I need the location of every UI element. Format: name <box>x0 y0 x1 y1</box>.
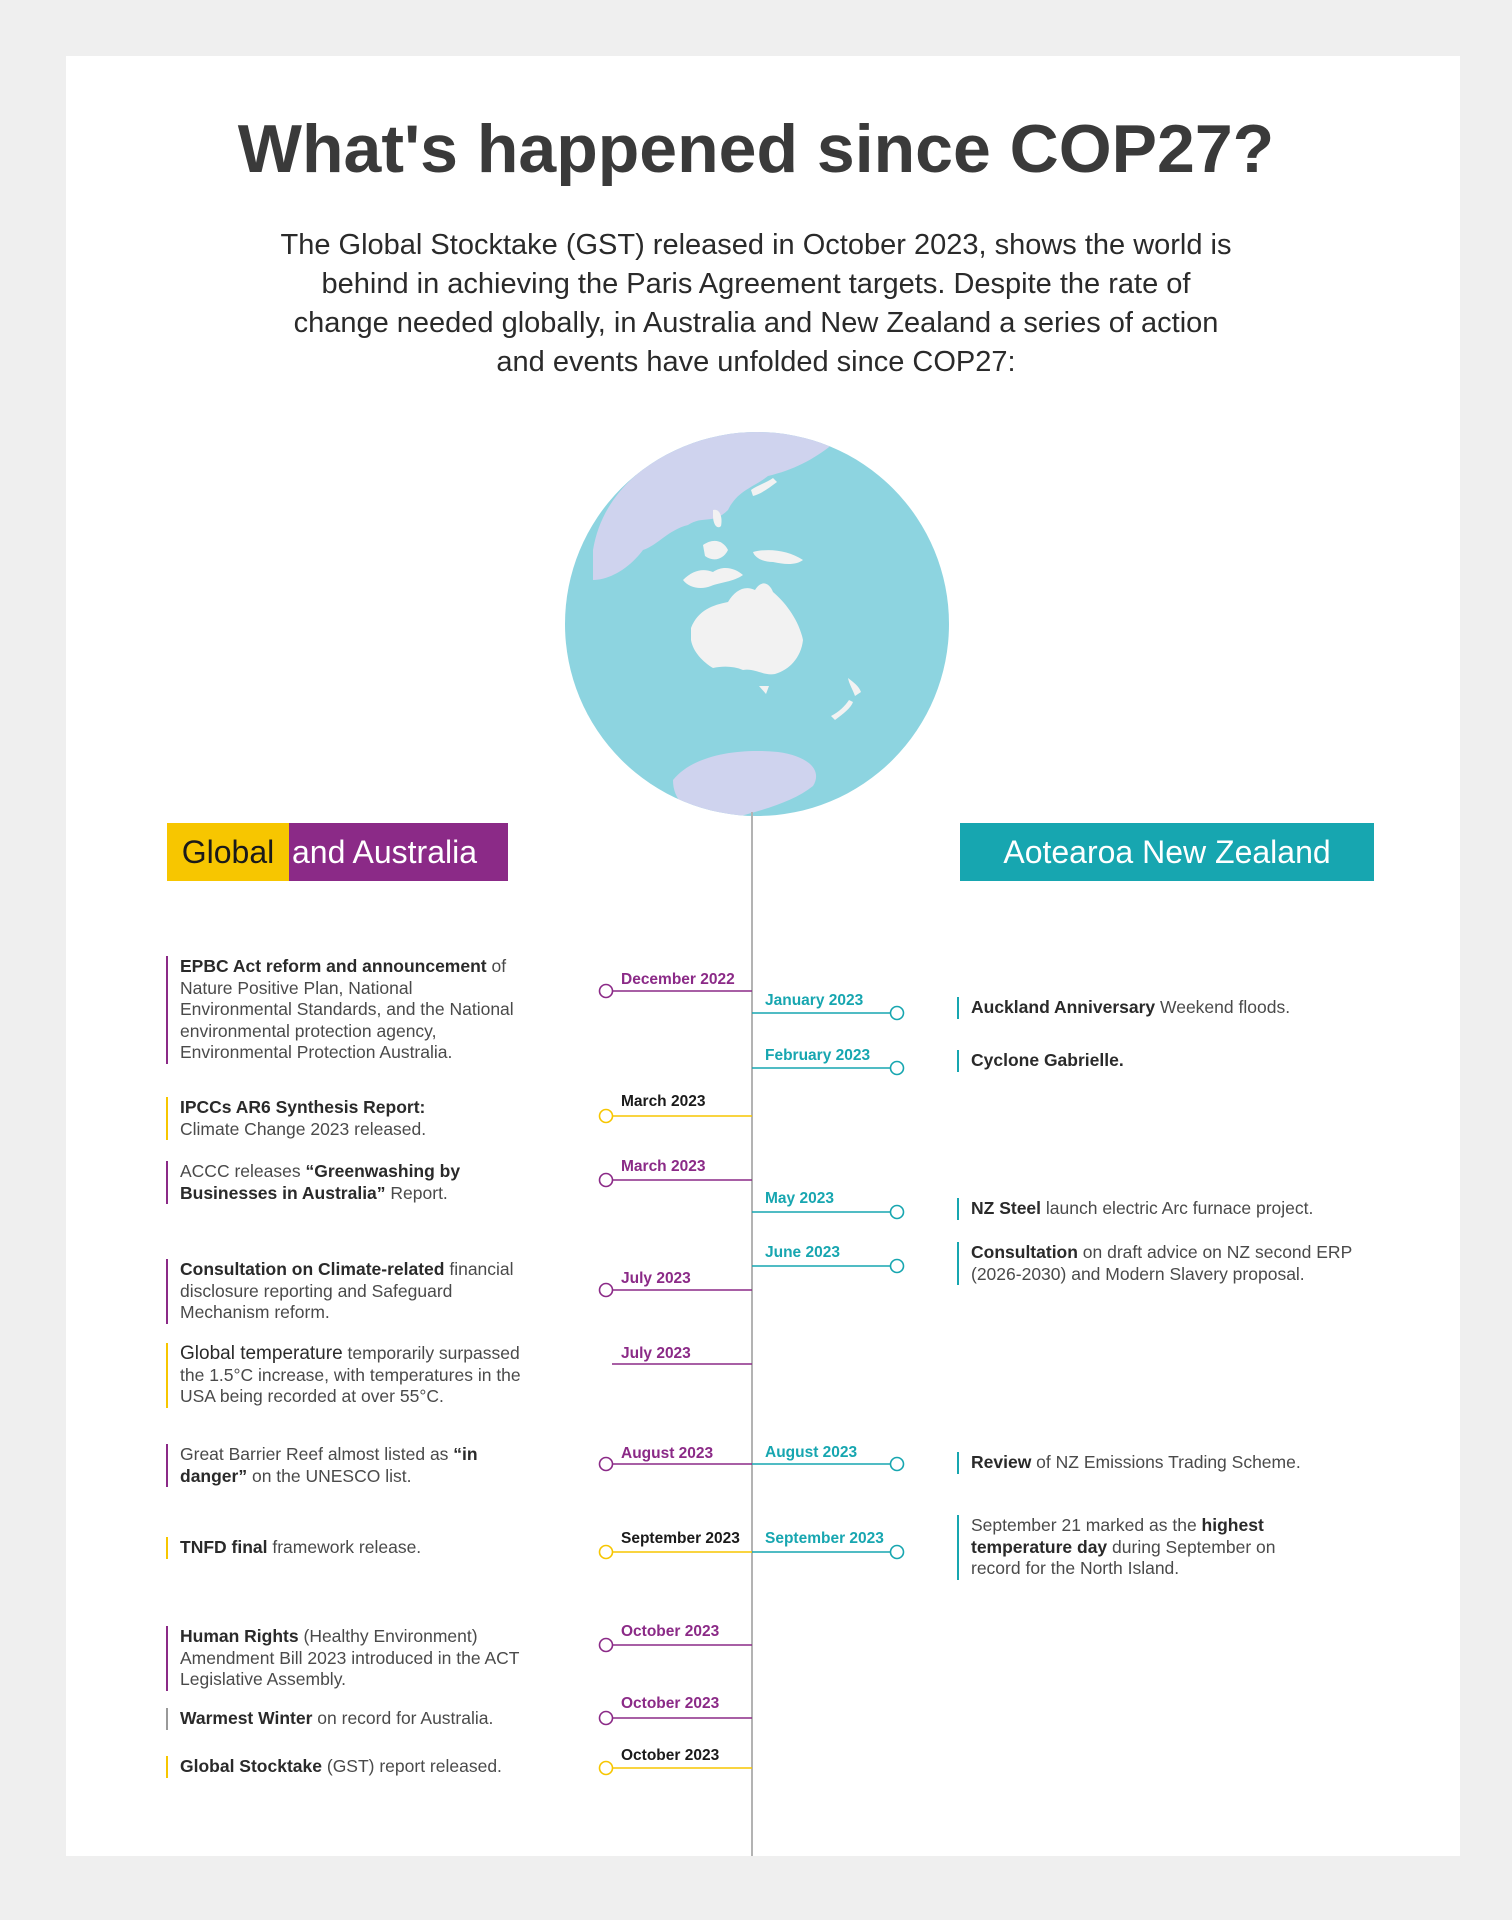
event-global-stocktake: Global Stocktake (GST) report released. <box>166 1756 526 1778</box>
event-nz-ets-review: Review of NZ Emissions Trading Scheme. <box>957 1452 1377 1474</box>
date-label: May 2023 <box>765 1190 834 1207</box>
timeline-dot <box>600 1174 613 1187</box>
event-auckland-floods: Auckland Anniversary Weekend floods. <box>957 997 1377 1019</box>
event-accc-greenwashing: ACCC releases “Greenwashing by Businesses in Australia” Report. <box>166 1161 526 1204</box>
date-label: August 2023 <box>765 1444 858 1461</box>
event-global-temperature: Global temperature temporarily surpassed the 1.5°C increase, with temperatures in the USA being recorded at over 55°C. <box>166 1343 526 1408</box>
event-human-rights-bill: Human Rights (Healthy Environment) Amendment Bill 2023 introduced in the ACT Legislative Assembly. <box>166 1626 546 1691</box>
header-australia: and Australia <box>289 823 508 881</box>
timeline-dot <box>600 1458 613 1471</box>
date-label: August 2023 <box>621 1445 714 1462</box>
timeline-dot <box>600 1110 613 1123</box>
timeline-dot <box>891 1458 904 1471</box>
header-new-zealand: Aotearoa New Zealand <box>960 823 1374 881</box>
date-label: March 2023 <box>621 1158 706 1175</box>
date-label: March 2023 <box>621 1093 706 1110</box>
date-label: October 2023 <box>621 1695 720 1712</box>
date-label: June 2023 <box>765 1244 840 1261</box>
intro-paragraph: The Global Stocktake (GST) released in October 2023, shows the world is behind in achieving the Paris Agreement targets. Despite the rate of change needed globally, in Australia and New Zealand a series of action and events have unfolded since COP27: <box>280 229 1232 378</box>
event-cyclone-gabrielle: Cyclone Gabrielle. <box>957 1050 1377 1072</box>
timeline-dot <box>600 985 613 998</box>
event-ipcc-report: IPCCs AR6 Synthesis Report: Climate Change 2023 released. <box>166 1097 526 1140</box>
event-climate-consultation: Consultation on Climate-related financial disclosure reporting and Safeguard Mechanism reform. <box>166 1259 526 1324</box>
event-highest-temperature: September 21 marked as the highest temperature day during September on record for the North Island. <box>957 1515 1317 1580</box>
timeline-dot <box>600 1284 613 1297</box>
event-great-barrier-reef: Great Barrier Reef almost listed as “in danger” on the UNESCO list. <box>166 1444 486 1487</box>
event-nz-steel: NZ Steel launch electric Arc furnace project. <box>957 1198 1377 1220</box>
timeline-dot <box>891 1062 904 1075</box>
date-label: December 2022 <box>621 971 735 988</box>
date-label: February 2023 <box>765 1047 871 1064</box>
timeline-dot <box>600 1639 613 1652</box>
date-label: October 2023 <box>621 1747 720 1764</box>
date-label: September 2023 <box>765 1530 884 1547</box>
timeline-dot <box>891 1206 904 1219</box>
event-warmest-winter: Warmest Winter on record for Australia. <box>166 1708 526 1730</box>
date-label: July 2023 <box>621 1270 691 1287</box>
date-label: January 2023 <box>765 992 864 1009</box>
timeline-dot <box>891 1260 904 1273</box>
timeline-dot <box>891 1007 904 1020</box>
date-label: July 2023 <box>621 1345 691 1362</box>
timeline-dot <box>891 1546 904 1559</box>
header-global: Global <box>167 823 289 881</box>
event-tnfd-release: TNFD final framework release. <box>166 1537 526 1559</box>
timeline-dot <box>600 1762 613 1775</box>
event-epbc-reform: EPBC Act reform and announcement of Nature Positive Plan, National Environmental Standards, and the National environmental protection agency, Environmental Protection Australia. <box>166 956 526 1064</box>
timeline-dot <box>600 1546 613 1559</box>
event-nz-consultation: Consultation on draft advice on NZ second ERP (2026-2030) and Modern Slavery proposal. <box>957 1242 1377 1285</box>
page-title: What's happened since COP27? <box>237 111 1275 187</box>
date-label: October 2023 <box>621 1623 720 1640</box>
timeline-dot <box>600 1712 613 1725</box>
date-label: September 2023 <box>621 1530 740 1547</box>
